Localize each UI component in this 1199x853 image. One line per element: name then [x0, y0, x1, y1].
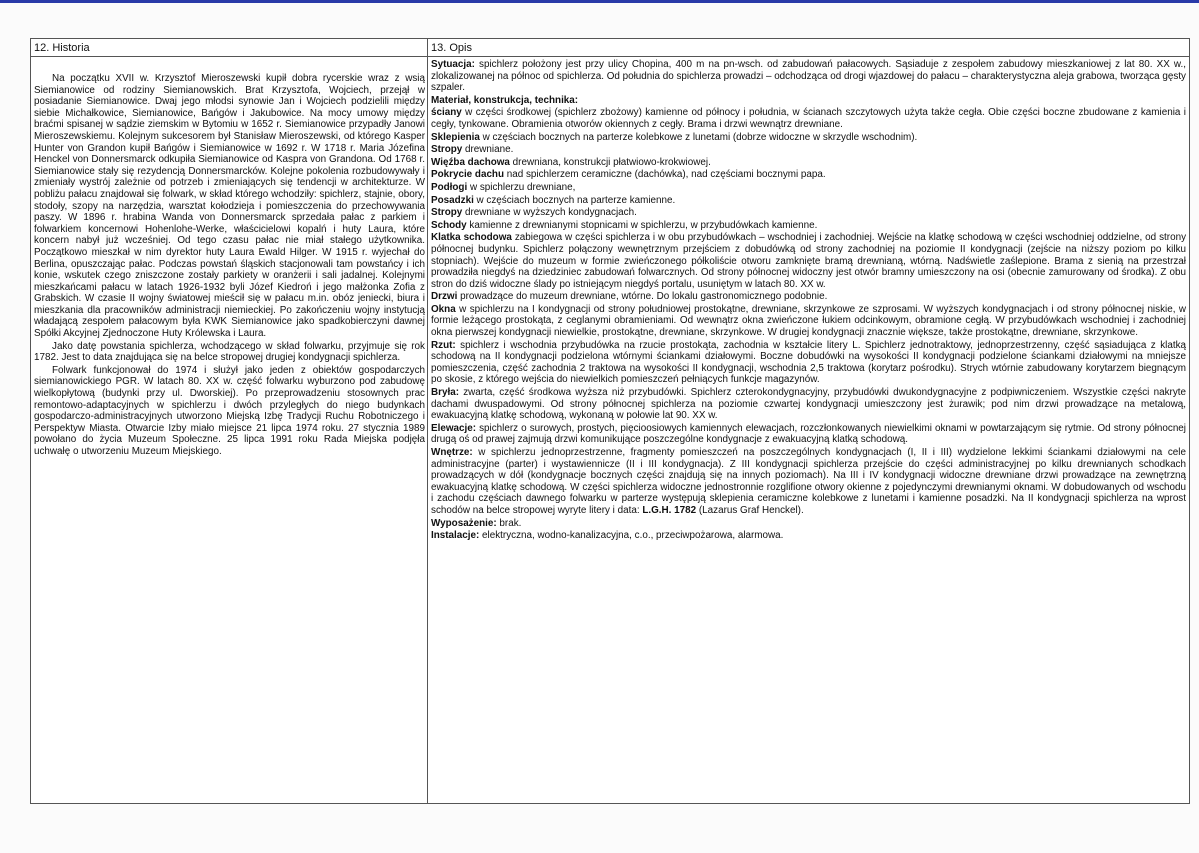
- entry-posadzki: Posadzki w częściach bocznych na parterze kamienne.: [431, 194, 676, 206]
- entry-wiezba: Więźba dachowa drewniana, konstrukcji płatwiowo-krokwiowej.: [431, 156, 711, 168]
- entry-wyposazenie: Wyposażenie: brak.: [431, 517, 522, 529]
- entry-okna: Okna w spichlerzu na I kondygnacji od strony południowej prostokątne, drewniane, skrzynkowe ze szprosami. W wyższych kondygnacjach i od strony północnej niskie, w formie leżącego prostokąta, z ceglanymi obramieniami. Od wewnątrz okna zwieńczone łukiem odcinkowym, obramione cegłą. W przybudówkach wschodniej i zachodniej okna pierwszej kondygnacji niewielkie, prostokątne, drewniane, skrzynkowe. W drugiej kondygnacji znacznie większe, także prostokątne, drewniane, skrzynkowe.: [431, 303, 1186, 339]
- history-paragraph-1: Na początku XVII w. Krzysztof Mieroszewski kupił dobra rycerskie wraz z wsią Siemianowice od rodziny Siemianowskich. Brat Krzysztofa, Wojciech, przejął w posiadanie Siemianowice. Dwaj jego młodsi synowie Jan i Wojciech podzielili między siebie Michałkowice, Siemianowice, Bańgów i Jakubowice. Na mocy umowy między braćmi spisanej w sądzie ziemskim w Bytomiu w 1652 r. Siemianowice przypadły Janowi Mieroszewskiemu. Kolejnym sukcesorem był Stanisław Mieroszewski, od którego Kasper Hunter von Grandon kupił Bańgów i Siemianowice w 1692 r. W 1718 r. Maria Józefina Henckel von Donnersmarck odkupiła Siemianowice od Kaspra von Grandona. Od 1768 r. Siemianowice stały się rezydencją Donnersmarcków. Kolejne pokolenia rozbudowywały i zmieniały wystrój zależnie od potrzeb i zmieniających się tendencji w architekturze. W pobliżu pałacu znajdował się folwark, w skład którego wchodziły: spichlerz, stajnie, obory, stodoły, szopy na narzędzia, warsztat kołodzieja i pomieszczenia do przechowywania paszy. W 1896 r. hrabina Wanda von Donnersmarck sprzedała pałac z parkiem i folwarkiem koncernowi Hohenlohe-Werke, właścicielowi kopalń i huty Laura, które koncern nabył już wcześniej. Od tego czasu pałac nie miał stałego użytkownika. Początkowo mieszkał w nim dyrektor huty Laura Ewald Hilger. W 1915 r. wyjechał do Berlina, opuszczając pałac. Podczas powstań śląskich stacjonowali tam powstańcy i ich konie, wskutek czego zniszczone zostały parkiety w oranżerii i sali jadalnej. Kolejnymi mieszkańcami pałacu w latach 1926-1932 byli Józef Kiedroń i jego małżonka Zofia z Grabskich. W czasie II wojny światowej mieścił się w pałacu m.in. obóz jeniecki, biura i mieszkania dla pracowników administracji niemieckiej. Po zakończeniu wojny instytucją władającą zespołem pałacowym była KWK Siemianowice jako spadkobierczyni dawnej Spółki Akcyjnej Zjednoczone Huty Królewska i Laura.: [34, 73, 425, 340]
- description-panel: [427, 38, 1190, 804]
- inscription: L.G.H. 1782: [642, 504, 697, 516]
- entry-klatka: Klatka schodowa zabiegowa w części spichlerza i w obu przybudówkach – wschodniej i zachodniej. Wejście na klatkę schodową w części wschodniej oddzielne, od strony północnej budynku. Spichlerz połączony wewnętrznym przejściem z dobudówką od strony zachodniej na poziomie II kondygnacji (zejście na niższy poziom po kilku stopniach). Wejście do muzeum w formie zwieńczonego półkoliście otworu zamknięte bramą drewnianą, wtórną. Nadświetle zaślepione. Brama z sienią na przestrzał prowadziła niegdyś na dziedziniec zabudowań folwarcznych. Od strony północnej widoczny jest otwór bramny umieszczony na osi (obecnie zamurowany od środka). Z obu stron do dziś widoczne ślady po istniejącym niegdyś portalu, usuniętym w latach 80. XX w.: [431, 232, 1187, 290]
- entry-instalacje: Instalacje: elektryczna, wodno-kanalizacyjna, c.o., przeciwpożarowa, alarmowa.: [431, 530, 784, 542]
- entry-sytuacja: Sytuacja: spichlerz położony jest przy ulicy Chopina, 400 m na pn-wsch. od zabudowań pałacowych. Sąsiaduje z zespołem zabudowy mieszkaniowej z lat 80. XX w., zlokalizowanej na północ od spichlerza. Od południa do spichlerza prowadzi – odchodząca od drogi wjazdowej do pałacu – charakterystyczna aleja grabowa, tworząca gęsty szpaler.: [431, 59, 1186, 94]
- entry-podlogi: Podłogi w spichlerzu drewniane,: [431, 181, 576, 193]
- entry-rzut: Rzut: spichlerz i wschodnia przybudówka na rzucie prostokąta, zachodnia w kształcie litery L. Spichlerz jednotraktowy, jednoprzestrzenny, część sąsiadująca z klatką schodową na II kondygnacji podzielona wtórnymi ściankami działowymi. Boczne dobudówki na wysokości II kondygnacji podzielone ściankami działowymi na mniejsze pomieszczenia, część zachodnia 2 traktowa na wysokości II kondygnacji, wschodnia 2,5 traktowa (korytarz pośrodku). Strych wtórnie zabudowany korytarzem biegnącym po skosie, z którego wejścia do niewielkich pomieszczeń pełniących funkcje magazynów.: [431, 339, 1186, 386]
- entry-schody: Schody kamienne z drewnianymi stopnicami w spichlerzu, w przybudówkach kamienne.: [431, 219, 818, 231]
- entry-sklepienia: Sklepienia w częściach bocznych na parterze kolebkowe z lunetami (dobrze widoczne w skrzydle wschodnim).: [431, 131, 918, 143]
- entry-elewacje: Elewacje: spichlerz o surowych, prostych, pięcioosiowych kamiennych elewacjach, rozczłonkowanych niewielkimi oknami w powtarzającym się rytmie. Od strony północnej drugą oś od prawej zajmują drzwi komunikujące poszczególne kondygnacje z ewakuacyjną klatką schodową.: [431, 422, 1186, 446]
- history-text: [31, 57, 427, 458]
- entry-bryla: Bryła: zwarta, część środkowa wyższa niż przybudówki. Spichlerz czterokondygnacyjny, przybudówki dwukondygnacyjne z podpiwniczeniem. Wszystkie części nakryte dachami dwuspadowymi. Od strony północnej spichlerza na poziomie czwartej kondygnacji umieszczony jest żurawik; pod nim drzwi prowadzące na metalową, ewakuacyjną klatkę schodową, wykonaną w połowie lat 90. XX w.: [431, 387, 1186, 422]
- entry-wnetrze: Wnętrze: w spichlerzu jednoprzestrzenne, fragmenty pomieszczeń na poszczególnych kondygnacjach (I, II i III) wydzielone lekkimi ściankami działowymi na cele administracyjne (parter) i wystawiennicze (II i III kondygnacja). Z III kondygnacji spichlerza przejście do części administracyjnej po kilku drewnianych schodkach prowadzących w dół (kondygnacje bocznych części znajdują się na innych poziomach). Na III i IV kondygnacji widoczne drewniane drzwi prowadzące na zewnętrzną ewakuacyjną klatkę schodową. W części spichlerza widoczne jednostronnie rozglifione otwory okienne z pojedynczymi drewnianymi oknami. W dobudowanych od wschodu i zachodu częściach dawnego folwarku w parterze występują sklepienia ceramiczne kolebkowe z lunetami i kamienne posadzki. Na II kondygnacji spichlerza na wprost schodów na belce stropowej wyryte litery i data: L.G.H. 1782 (Lazarus Graf Henckel).: [431, 447, 1186, 516]
- entry-stropy: Stropy drewniane.: [431, 144, 514, 156]
- entry-drzwi: Drzwi prowadzące do muzeum drewniane, wtórne. Do lokalu gastronomicznego podobnie.: [431, 291, 828, 303]
- entry-stropy-2: Stropy drewniane w wyższych kondygnacjach.: [431, 207, 637, 219]
- history-heading: 12. Historia: [31, 39, 427, 57]
- entry-sciany: ściany w części środkowej (spichlerz zbożowy) kamienne od północy i południa, w ścianach szczytowych użyta także cegła. Obie części boczne zbudowane z kamienia i cegły, tynkowane. Obramienia otworów okiennych z cegły. Brama i drzwi wewnątrz drewniane.: [431, 107, 1186, 130]
- description-text: [428, 57, 1189, 542]
- top-edge-line: [0, 0, 1199, 3]
- history-paragraph-3: Folwark funkcjonował do 1974 i służył jako jeden z obiektów gospodarczych siemianowickiego PGR. W latach 80. XX w. część folwarku wyburzono pod zabudowę wielkopłytową (budynki przy ul. Dworskiej). Po przeprowadzeniu stosownych prac remontowo-adaptacyjnych w spichlerzu i dwóch przyległych do niego budynkach gospodarczo-administracyjnych utworzono Miejską Izbę Tradycji Ruchu Robotniczego i Perspektyw Miasta. Otwarcie Izby miało miejsce 21 lipca 1974 roku. 27 stycznia 1989 powołano do życia Muzeum Społeczne. 25 lipca 1991 roku Rada Miejska podjęła uchwałę o utworzeniu Muzeum Miejskiego.: [34, 364, 425, 457]
- entry-pokrycie: Pokrycie dachu nad spichlerzem ceramiczne (dachówka), nad częściami bocznymi papa.: [431, 169, 826, 181]
- history-paragraph-2: Jako datę powstania spichlerza, wchodzącego w skład folwarku, przyjmuje się rok 1782. Jest to data znajdująca się na belce stropowej drugiej kondygnacji spichlerza.: [34, 340, 425, 364]
- history-panel: [30, 38, 428, 804]
- description-heading: 13. Opis: [428, 39, 1189, 57]
- entry-material: Materiał, konstrukcja, technika:: [431, 94, 579, 106]
